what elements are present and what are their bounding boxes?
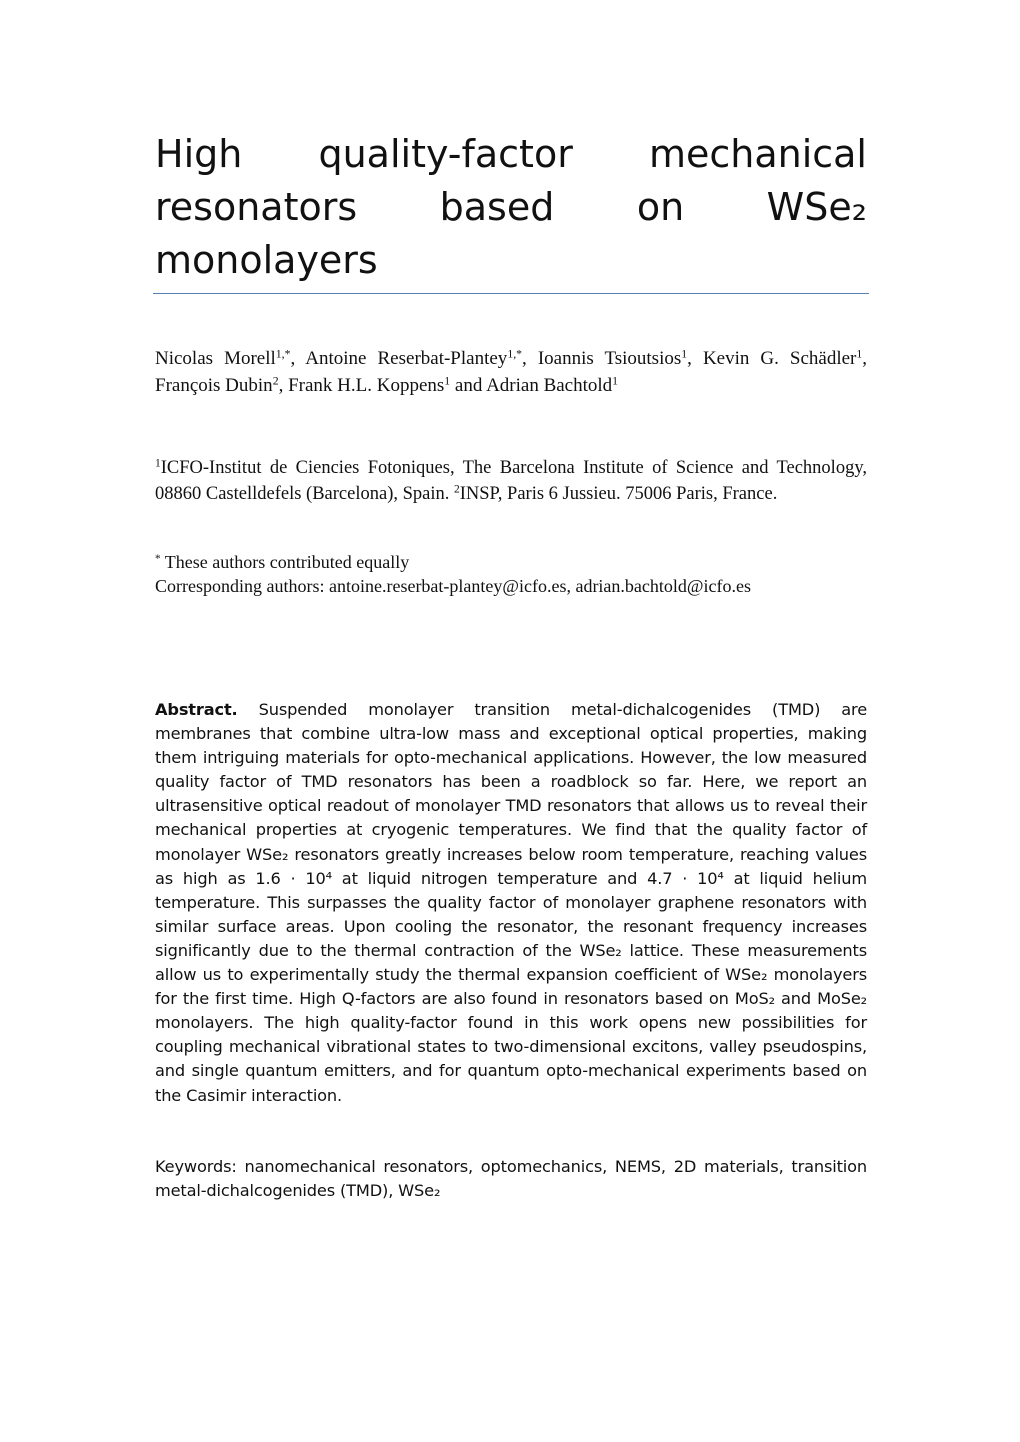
author-affiliation-mark: 1,* [275,347,291,361]
author-name: Adrian Bachtold [486,375,613,396]
author-name: Frank H.L. Koppens [288,375,445,396]
paper-title: High quality-factor mechanical resonators based on WSe₂ monolayers [155,132,867,282]
author-name: Ioannis Tsioutsios [537,348,682,369]
equal-contribution-text: These authors contributed equally [164,552,410,572]
affiliation-mark: 2 [454,483,460,496]
keywords: Keywords: nanomechanical resonators, optomechanics, NEMS, 2D materials, transition metal-dichalcogenides (TMD), WSe₂ [155,1157,867,1201]
contribution-note [155,550,915,598]
abstract-label: Abstract. [155,700,238,719]
author-affiliation-mark: 1 [681,347,688,361]
author-name: Nicolas Morell [155,348,276,369]
author-affiliation-mark: 1,* [507,347,523,361]
equal-contribution-mark: * [155,552,161,565]
author-affiliation-mark: 1 [856,347,863,361]
affiliations [155,455,867,507]
title-divider [153,293,869,294]
author-name: François Dubin [155,375,273,396]
author-affiliation-mark: 2 [272,374,279,388]
affiliation-mark: 1 [155,457,161,470]
author-list: Nicolas Morell$^{1,*}$, Antoine Reserbat-Plantey$^{1,*}$, Ioannis Tsioutsios$^1$, Kevin G. Schädler$^1$, François Dubin$^2$, Frank H.L. Koppens$^1$ and Adrian Bachtold$^1$ [155,347,868,396]
abstract [155,698,867,1108]
affiliation-2: INSP, Paris 6 Jussieu. 75006 Paris, France. [459,484,778,504]
author-name: Kevin G. Schädler [702,348,857,369]
author-affiliation-mark: 1 [444,374,451,388]
abstract-text: Suspended monolayer transition metal-dichalcogenides (TMD) are membranes that combine ultra-low mass and exceptional optical properties, making them intriguing materials for opto-mechanical applications. However, the low measured quality factor of TMD resonators has been a roadblock so far. Here, we report an ultrasensitive optical readout of monolayer TMD resonators that allows us to reveal their mechanical properties at cryogenic temperatures. We find that the quality factor of monolayer WSe₂ resonators greatly increases below room temperature, reaching values as high as 1.6 · 10⁴ at liquid nitrogen temperature and 4.7 · 10⁴ at liquid helium temperature. This surpasses the quality factor of monolayer graphene resonators with similar surface areas. Upon cooling the resonator, the resonant frequency increases significantly due to the thermal contraction of the WSe₂ lattice. These measurements allow us to experimentally study the thermal expansion coefficient of WSe₂ monolayers for the first time. High Q-factors are also found in resonators based on MoS₂ and MoSe₂ monolayers. The high quality-factor found in this work opens new possibilities for coupling mechanical vibrational states to two-dimensional excitons, valley pseudospins, and single quantum emitters, and for quantum opto-mechanical experiments based on the Casimir interaction. [155,700,867,1105]
author-name: Antoine Reserbat-Plantey [305,348,508,369]
author-affiliation-mark: 1 [612,374,619,388]
corresponding-authors: Corresponding authors: antoine.reserbat-plantey@icfo.es, adrian.bachtold@icfo.es [155,576,751,596]
affiliation-1: ICFO-Institut de Ciencies Fotoniques, The Barcelona Institute of Science and Technology, 08860 Castelldefels (Barcelona), Spain. [155,458,867,504]
